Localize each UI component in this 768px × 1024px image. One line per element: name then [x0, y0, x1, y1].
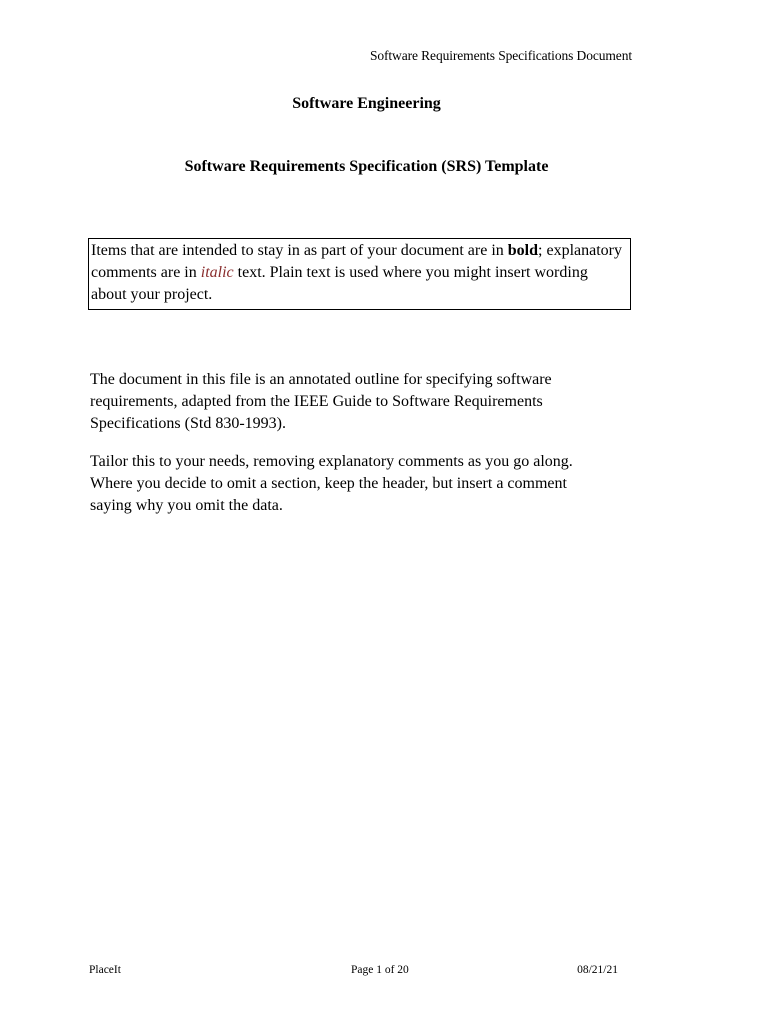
- note-text-part3: text. Plain text is used where you might insert wording about your project.: [91, 264, 588, 303]
- note-text-part2: ; explanatory comments are in: [91, 242, 622, 281]
- running-header: Software Requirements Specifications Document: [369, 48, 632, 63]
- instructions-paragraph: Tailor this to your needs, removing explanatory comments as you go along. Where you decide to omit a section, keep the header, but insert a comment saying why you omit the data.: [90, 453, 573, 514]
- course-title: Software Engineering: [292, 95, 441, 112]
- note-text-part1: Items that are intended to stay in as part of your document are in: [91, 242, 508, 259]
- footer-project-name: PlaceIt: [89, 964, 121, 976]
- footer-date: 08/21/21: [577, 964, 618, 976]
- template-title: Software Requirements Specification (SRS) Template: [184, 158, 549, 175]
- note-bold-word: bold: [507, 242, 539, 259]
- formatting-note-box: [88, 238, 631, 310]
- footer-page-number: Page 1 of 20: [351, 964, 409, 976]
- intro-paragraph: The document in this file is an annotated outline for specifying software requirements, adapted from the IEEE Guide to Software Requirements Specifications (Std 830-1993).: [90, 371, 552, 432]
- note-italic-word: italic: [200, 264, 234, 281]
